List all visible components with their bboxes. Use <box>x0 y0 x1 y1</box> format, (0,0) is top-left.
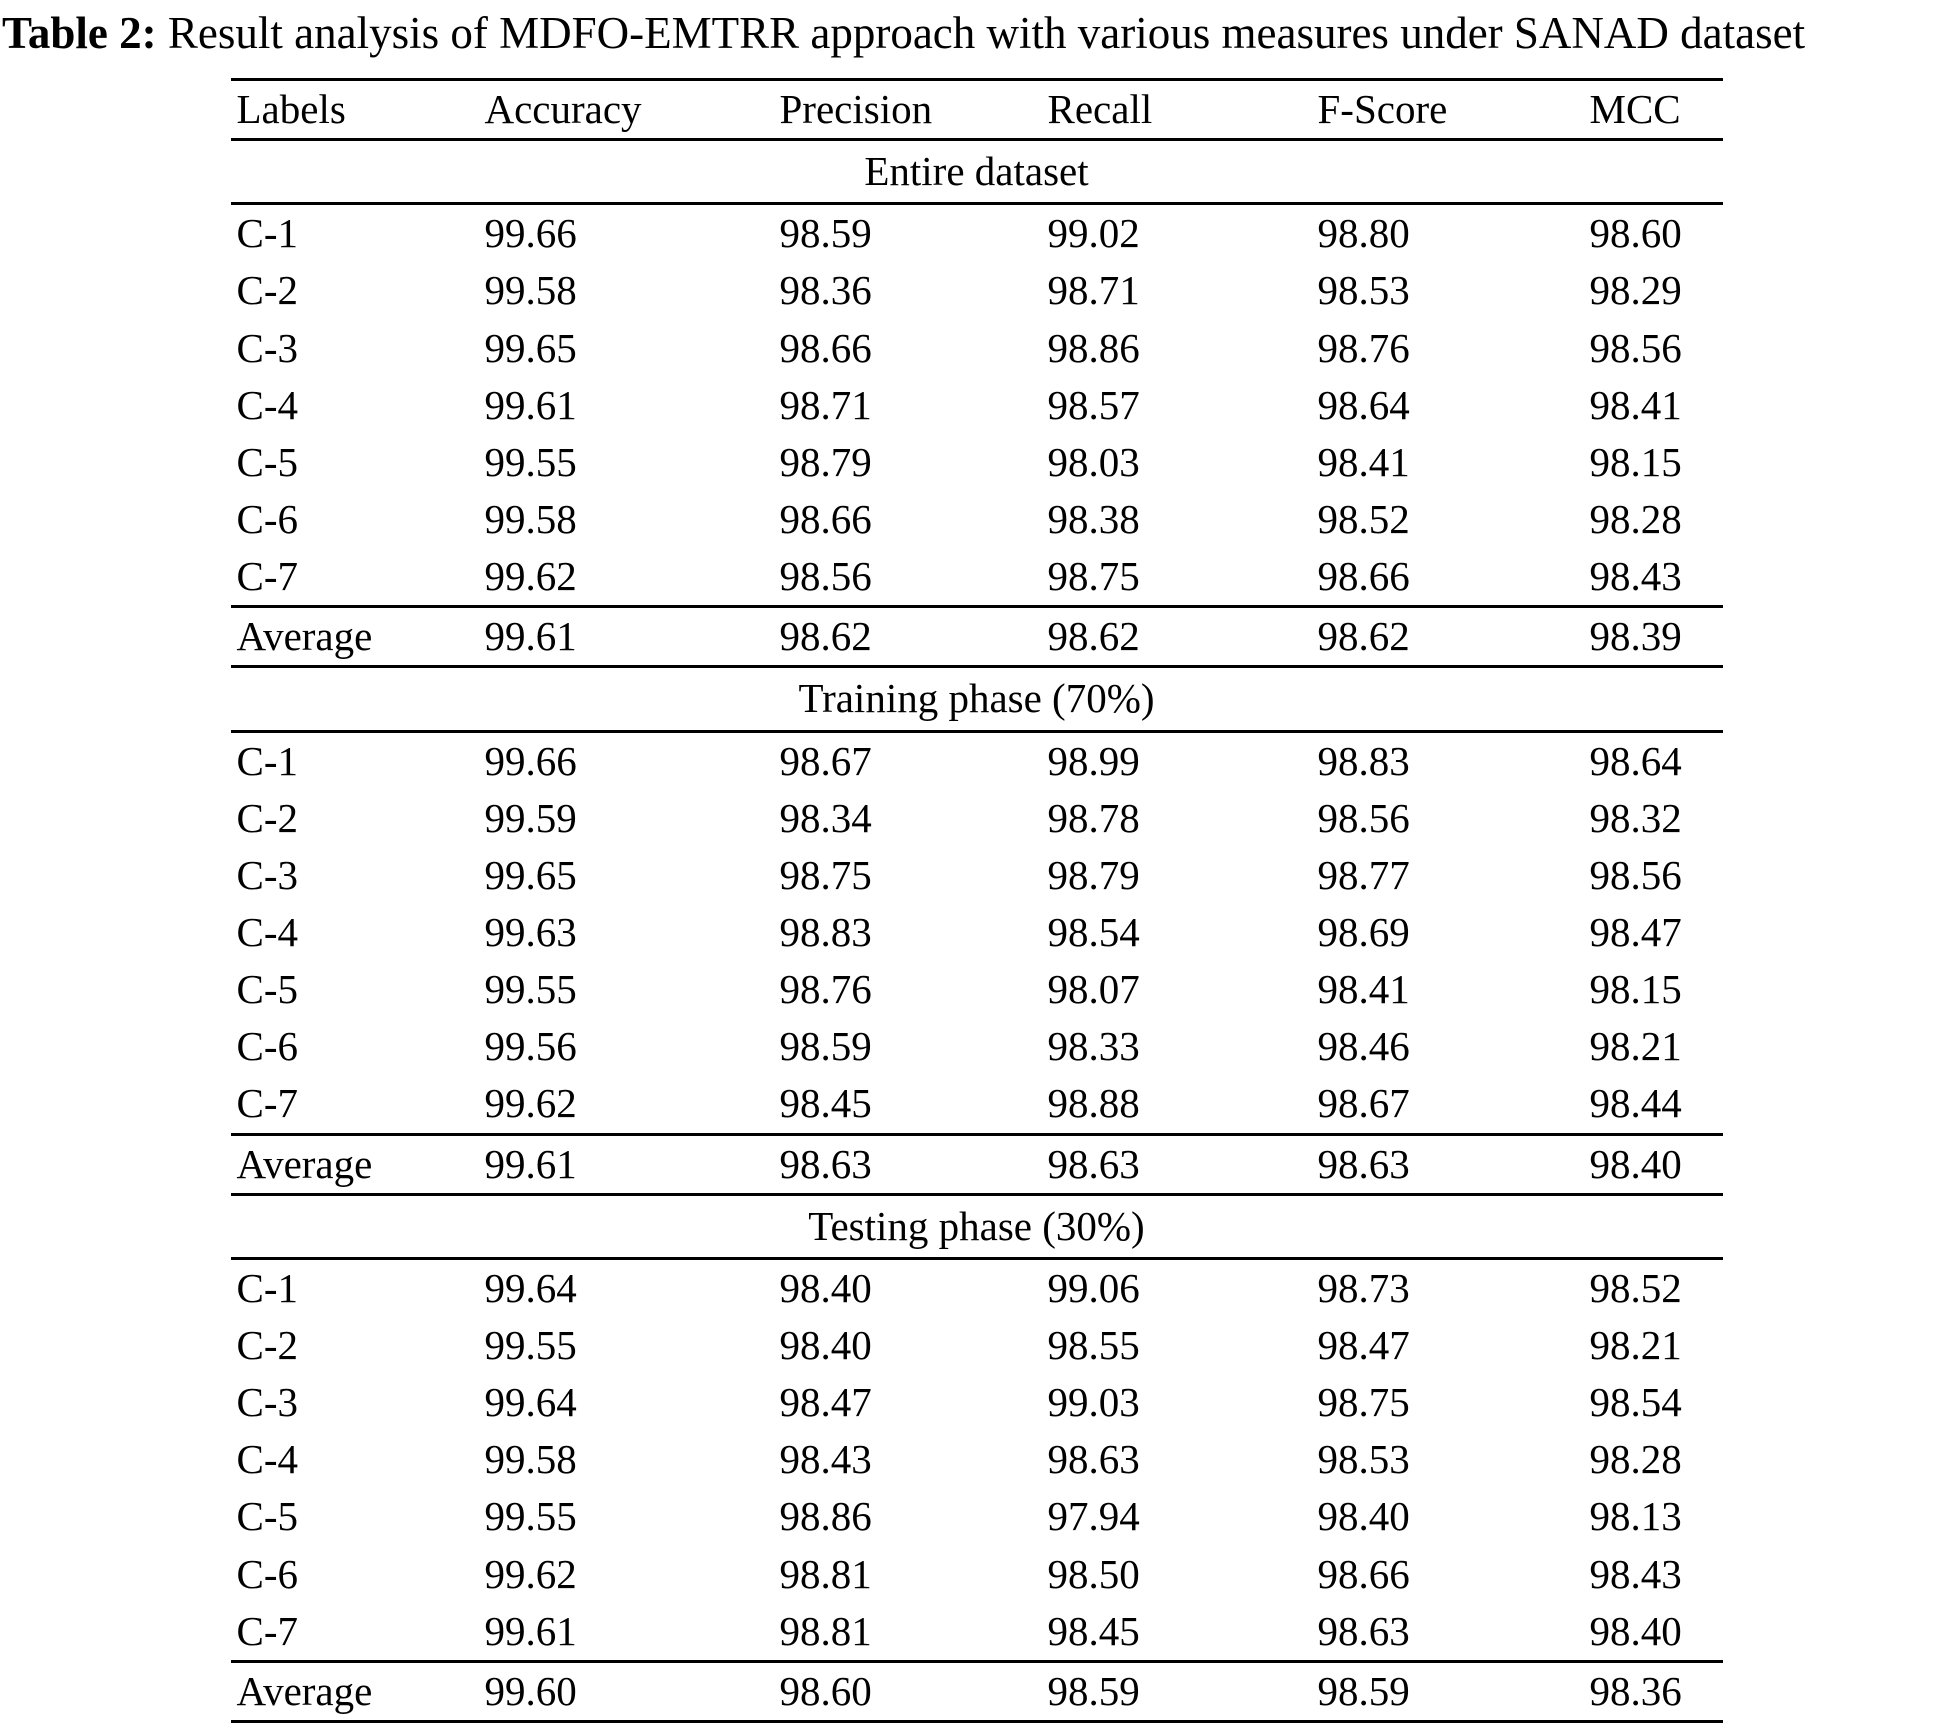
cell-value: 98.59 <box>779 210 872 257</box>
cell-value: 98.41 <box>1589 381 1682 428</box>
average-row <box>231 607 1723 667</box>
cell-value: 98.43 <box>779 1436 872 1483</box>
row-label: C-4 <box>236 381 298 428</box>
cell-value: 99.55 <box>484 1493 577 1540</box>
cell-value: 99.59 <box>484 794 577 841</box>
cell-value: 98.83 <box>779 908 872 955</box>
cell-value: 98.62 <box>1047 613 1140 660</box>
cell-value: 98.81 <box>779 1607 872 1654</box>
cell-value: 98.47 <box>1317 1321 1410 1368</box>
cell-value: 99.62 <box>484 1550 577 1597</box>
row-label: C-3 <box>236 1379 298 1426</box>
cell-value: 98.66 <box>1317 553 1410 600</box>
table-row <box>231 1317 1723 1374</box>
cell-value: 98.62 <box>779 613 872 660</box>
cell-value: 98.69 <box>1317 908 1410 955</box>
cell-value: 98.83 <box>1317 737 1410 784</box>
cell-value: 98.63 <box>779 1140 872 1187</box>
cell-value: 98.66 <box>779 495 872 542</box>
row-label: C-3 <box>236 851 298 898</box>
row-label: C-1 <box>236 1264 298 1311</box>
cell-value: 98.56 <box>1589 324 1682 371</box>
row-label: C-5 <box>236 966 298 1013</box>
cell-value: 98.59 <box>1317 1667 1410 1714</box>
cell-value: 99.65 <box>484 324 577 371</box>
section-title-row <box>231 140 1723 204</box>
cell-value: 99.62 <box>484 1080 577 1127</box>
cell-value: 98.57 <box>1047 381 1140 428</box>
column-header-accuracy: Accuracy <box>484 86 642 132</box>
cell-value: 98.64 <box>1317 381 1410 428</box>
cell-value: 98.40 <box>1589 1140 1682 1187</box>
row-label: C-2 <box>236 267 298 314</box>
row-label: Average <box>236 613 373 660</box>
cell-value: 98.59 <box>779 1023 872 1070</box>
table-row <box>231 434 1723 491</box>
cell-value: 98.71 <box>779 381 872 428</box>
cell-value: 98.64 <box>1589 737 1682 784</box>
row-label: C-7 <box>236 1607 298 1654</box>
cell-value: 98.67 <box>1317 1080 1410 1127</box>
row-label: C-7 <box>236 553 298 600</box>
cell-value: 98.43 <box>1589 553 1682 600</box>
cell-value: 99.61 <box>484 381 577 428</box>
cell-value: 98.45 <box>779 1080 872 1127</box>
cell-value: 98.03 <box>1047 438 1140 485</box>
column-header-mcc: MCC <box>1589 86 1681 132</box>
table-body <box>231 140 1723 1722</box>
cell-value: 99.60 <box>484 1667 577 1714</box>
cell-value: 98.88 <box>1047 1080 1140 1127</box>
cell-value: 98.52 <box>1317 495 1410 542</box>
cell-value: 99.61 <box>484 1607 577 1654</box>
row-label: C-5 <box>236 1493 298 1540</box>
cell-value: 99.61 <box>484 613 577 660</box>
cell-value: 98.63 <box>1047 1140 1140 1187</box>
cell-value: 98.80 <box>1317 210 1410 257</box>
cell-value: 98.81 <box>779 1550 872 1597</box>
cell-value: 98.86 <box>779 1493 872 1540</box>
cell-value: 98.52 <box>1589 1264 1682 1311</box>
cell-value: 98.71 <box>1047 267 1140 314</box>
cell-value: 98.41 <box>1317 438 1410 485</box>
cell-value: 98.56 <box>1589 851 1682 898</box>
cell-value: 98.28 <box>1589 1436 1682 1483</box>
section-title-row <box>231 1194 1723 1258</box>
cell-value: 98.28 <box>1589 495 1682 542</box>
results-table <box>231 78 1723 1723</box>
section-title: Testing phase (30%) <box>808 1202 1145 1249</box>
cell-value: 99.55 <box>484 1321 577 1368</box>
cell-value: 99.55 <box>484 966 577 1013</box>
cell-value: 98.66 <box>1317 1550 1410 1597</box>
cell-value: 98.54 <box>1047 908 1140 955</box>
cell-value: 99.66 <box>484 210 577 257</box>
cell-value: 98.76 <box>779 966 872 1013</box>
cell-value: 98.15 <box>1589 438 1682 485</box>
table-row <box>231 1603 1723 1662</box>
table-row <box>231 961 1723 1018</box>
table-row <box>231 1374 1723 1431</box>
table-row <box>231 262 1723 319</box>
cell-value: 98.47 <box>1589 908 1682 955</box>
cell-value: 98.36 <box>1589 1667 1682 1714</box>
row-label: C-6 <box>236 495 298 542</box>
cell-value: 98.50 <box>1047 1550 1140 1597</box>
cell-value: 99.61 <box>484 1140 577 1187</box>
cell-value: 99.56 <box>484 1023 577 1070</box>
cell-value: 99.58 <box>484 1436 577 1483</box>
cell-value: 98.67 <box>779 737 872 784</box>
row-label: C-1 <box>236 210 298 257</box>
cell-value: 98.43 <box>1589 1550 1682 1597</box>
cell-value: 98.53 <box>1317 1436 1410 1483</box>
row-label: C-2 <box>236 794 298 841</box>
table-row <box>231 1546 1723 1603</box>
cell-value: 98.40 <box>779 1264 872 1311</box>
cell-value: 98.73 <box>1317 1264 1410 1311</box>
cell-value: 99.65 <box>484 851 577 898</box>
column-header-precision: Precision <box>779 86 933 132</box>
cell-value: 98.33 <box>1047 1023 1140 1070</box>
cell-value: 98.75 <box>1317 1379 1410 1426</box>
cell-value: 98.39 <box>1589 613 1682 660</box>
row-label: Average <box>236 1667 373 1714</box>
cell-value: 98.44 <box>1589 1080 1682 1127</box>
table-row <box>231 548 1723 607</box>
row-label: Average <box>236 1140 373 1187</box>
cell-value: 99.66 <box>484 737 577 784</box>
cell-value: 98.63 <box>1317 1140 1410 1187</box>
average-row <box>231 1134 1723 1194</box>
cell-value: 98.63 <box>1317 1607 1410 1654</box>
table-row <box>231 320 1723 377</box>
row-label: C-6 <box>236 1023 298 1070</box>
row-label: C-2 <box>236 1321 298 1368</box>
table-row <box>231 1018 1723 1075</box>
cell-value: 98.66 <box>779 324 872 371</box>
cell-value: 98.79 <box>1047 851 1140 898</box>
row-label: C-3 <box>236 324 298 371</box>
cell-value: 98.29 <box>1589 267 1682 314</box>
cell-value: 99.63 <box>484 908 577 955</box>
cell-value: 98.46 <box>1317 1023 1410 1070</box>
cell-value: 98.21 <box>1589 1023 1682 1070</box>
table-row <box>231 1488 1723 1545</box>
row-label: C-7 <box>236 1080 298 1127</box>
cell-value: 98.47 <box>779 1379 872 1426</box>
column-header-recall: Recall <box>1047 86 1153 132</box>
average-row <box>231 1661 1723 1721</box>
table-caption-text: Result analysis of MDFO-EMTRR approach with various measures under SANAD dataset <box>156 8 1806 58</box>
section-title: Training phase (70%) <box>798 675 1155 722</box>
cell-value: 98.79 <box>779 438 872 485</box>
cell-value: 98.54 <box>1589 1379 1682 1426</box>
cell-value: 97.94 <box>1047 1493 1140 1540</box>
cell-value: 99.02 <box>1047 210 1140 257</box>
cell-value: 98.99 <box>1047 737 1140 784</box>
cell-value: 98.86 <box>1047 324 1140 371</box>
table-row <box>231 377 1723 434</box>
cell-value: 98.56 <box>779 553 872 600</box>
cell-value: 98.76 <box>1317 324 1410 371</box>
row-label: C-4 <box>236 908 298 955</box>
cell-value: 98.75 <box>779 851 872 898</box>
table-row <box>231 1075 1723 1134</box>
cell-value: 98.56 <box>1317 794 1410 841</box>
cell-value: 98.07 <box>1047 966 1140 1013</box>
table-row <box>231 204 1723 263</box>
row-label: C-6 <box>236 1550 298 1597</box>
cell-value: 98.59 <box>1047 1667 1140 1714</box>
cell-value: 98.75 <box>1047 553 1140 600</box>
cell-value: 98.60 <box>779 1667 872 1714</box>
cell-value: 98.34 <box>779 794 872 841</box>
table-caption-label: Table 2: <box>2 8 157 58</box>
cell-value: 99.55 <box>484 438 577 485</box>
cell-value: 98.15 <box>1589 966 1682 1013</box>
column-header-labels: Labels <box>236 86 346 132</box>
cell-value: 98.36 <box>779 267 872 314</box>
cell-value: 98.53 <box>1317 267 1410 314</box>
table-row <box>231 491 1723 548</box>
table-row <box>231 1258 1723 1317</box>
table-header-row <box>231 80 1723 140</box>
cell-value: 98.77 <box>1317 851 1410 898</box>
cell-value: 99.62 <box>484 553 577 600</box>
section-title: Entire dataset <box>864 148 1089 195</box>
cell-value: 99.58 <box>484 267 577 314</box>
row-label: C-1 <box>236 737 298 784</box>
cell-value: 98.63 <box>1047 1436 1140 1483</box>
table-row <box>231 904 1723 961</box>
cell-value: 98.32 <box>1589 794 1682 841</box>
cell-value: 98.60 <box>1589 210 1682 257</box>
cell-value: 99.64 <box>484 1264 577 1311</box>
cell-value: 98.40 <box>1589 1607 1682 1654</box>
cell-value: 99.03 <box>1047 1379 1140 1426</box>
section-title-row <box>231 667 1723 731</box>
table-row <box>231 790 1723 847</box>
cell-value: 98.41 <box>1317 966 1410 1013</box>
table-row <box>231 847 1723 904</box>
row-label: C-4 <box>236 1436 298 1483</box>
cell-value: 98.13 <box>1589 1493 1682 1540</box>
table-caption <box>0 6 1953 70</box>
cell-value: 98.38 <box>1047 495 1140 542</box>
cell-value: 98.40 <box>1317 1493 1410 1540</box>
cell-value: 98.40 <box>779 1321 872 1368</box>
cell-value: 98.78 <box>1047 794 1140 841</box>
cell-value: 99.58 <box>484 495 577 542</box>
row-label: C-5 <box>236 438 298 485</box>
cell-value: 98.21 <box>1589 1321 1682 1368</box>
cell-value: 98.45 <box>1047 1607 1140 1654</box>
cell-value: 99.64 <box>484 1379 577 1426</box>
cell-value: 99.06 <box>1047 1264 1140 1311</box>
table-row <box>231 731 1723 790</box>
cell-value: 98.55 <box>1047 1321 1140 1368</box>
column-header-fscore: F-Score <box>1317 86 1448 132</box>
table-row <box>231 1431 1723 1488</box>
cell-value: 98.62 <box>1317 613 1410 660</box>
